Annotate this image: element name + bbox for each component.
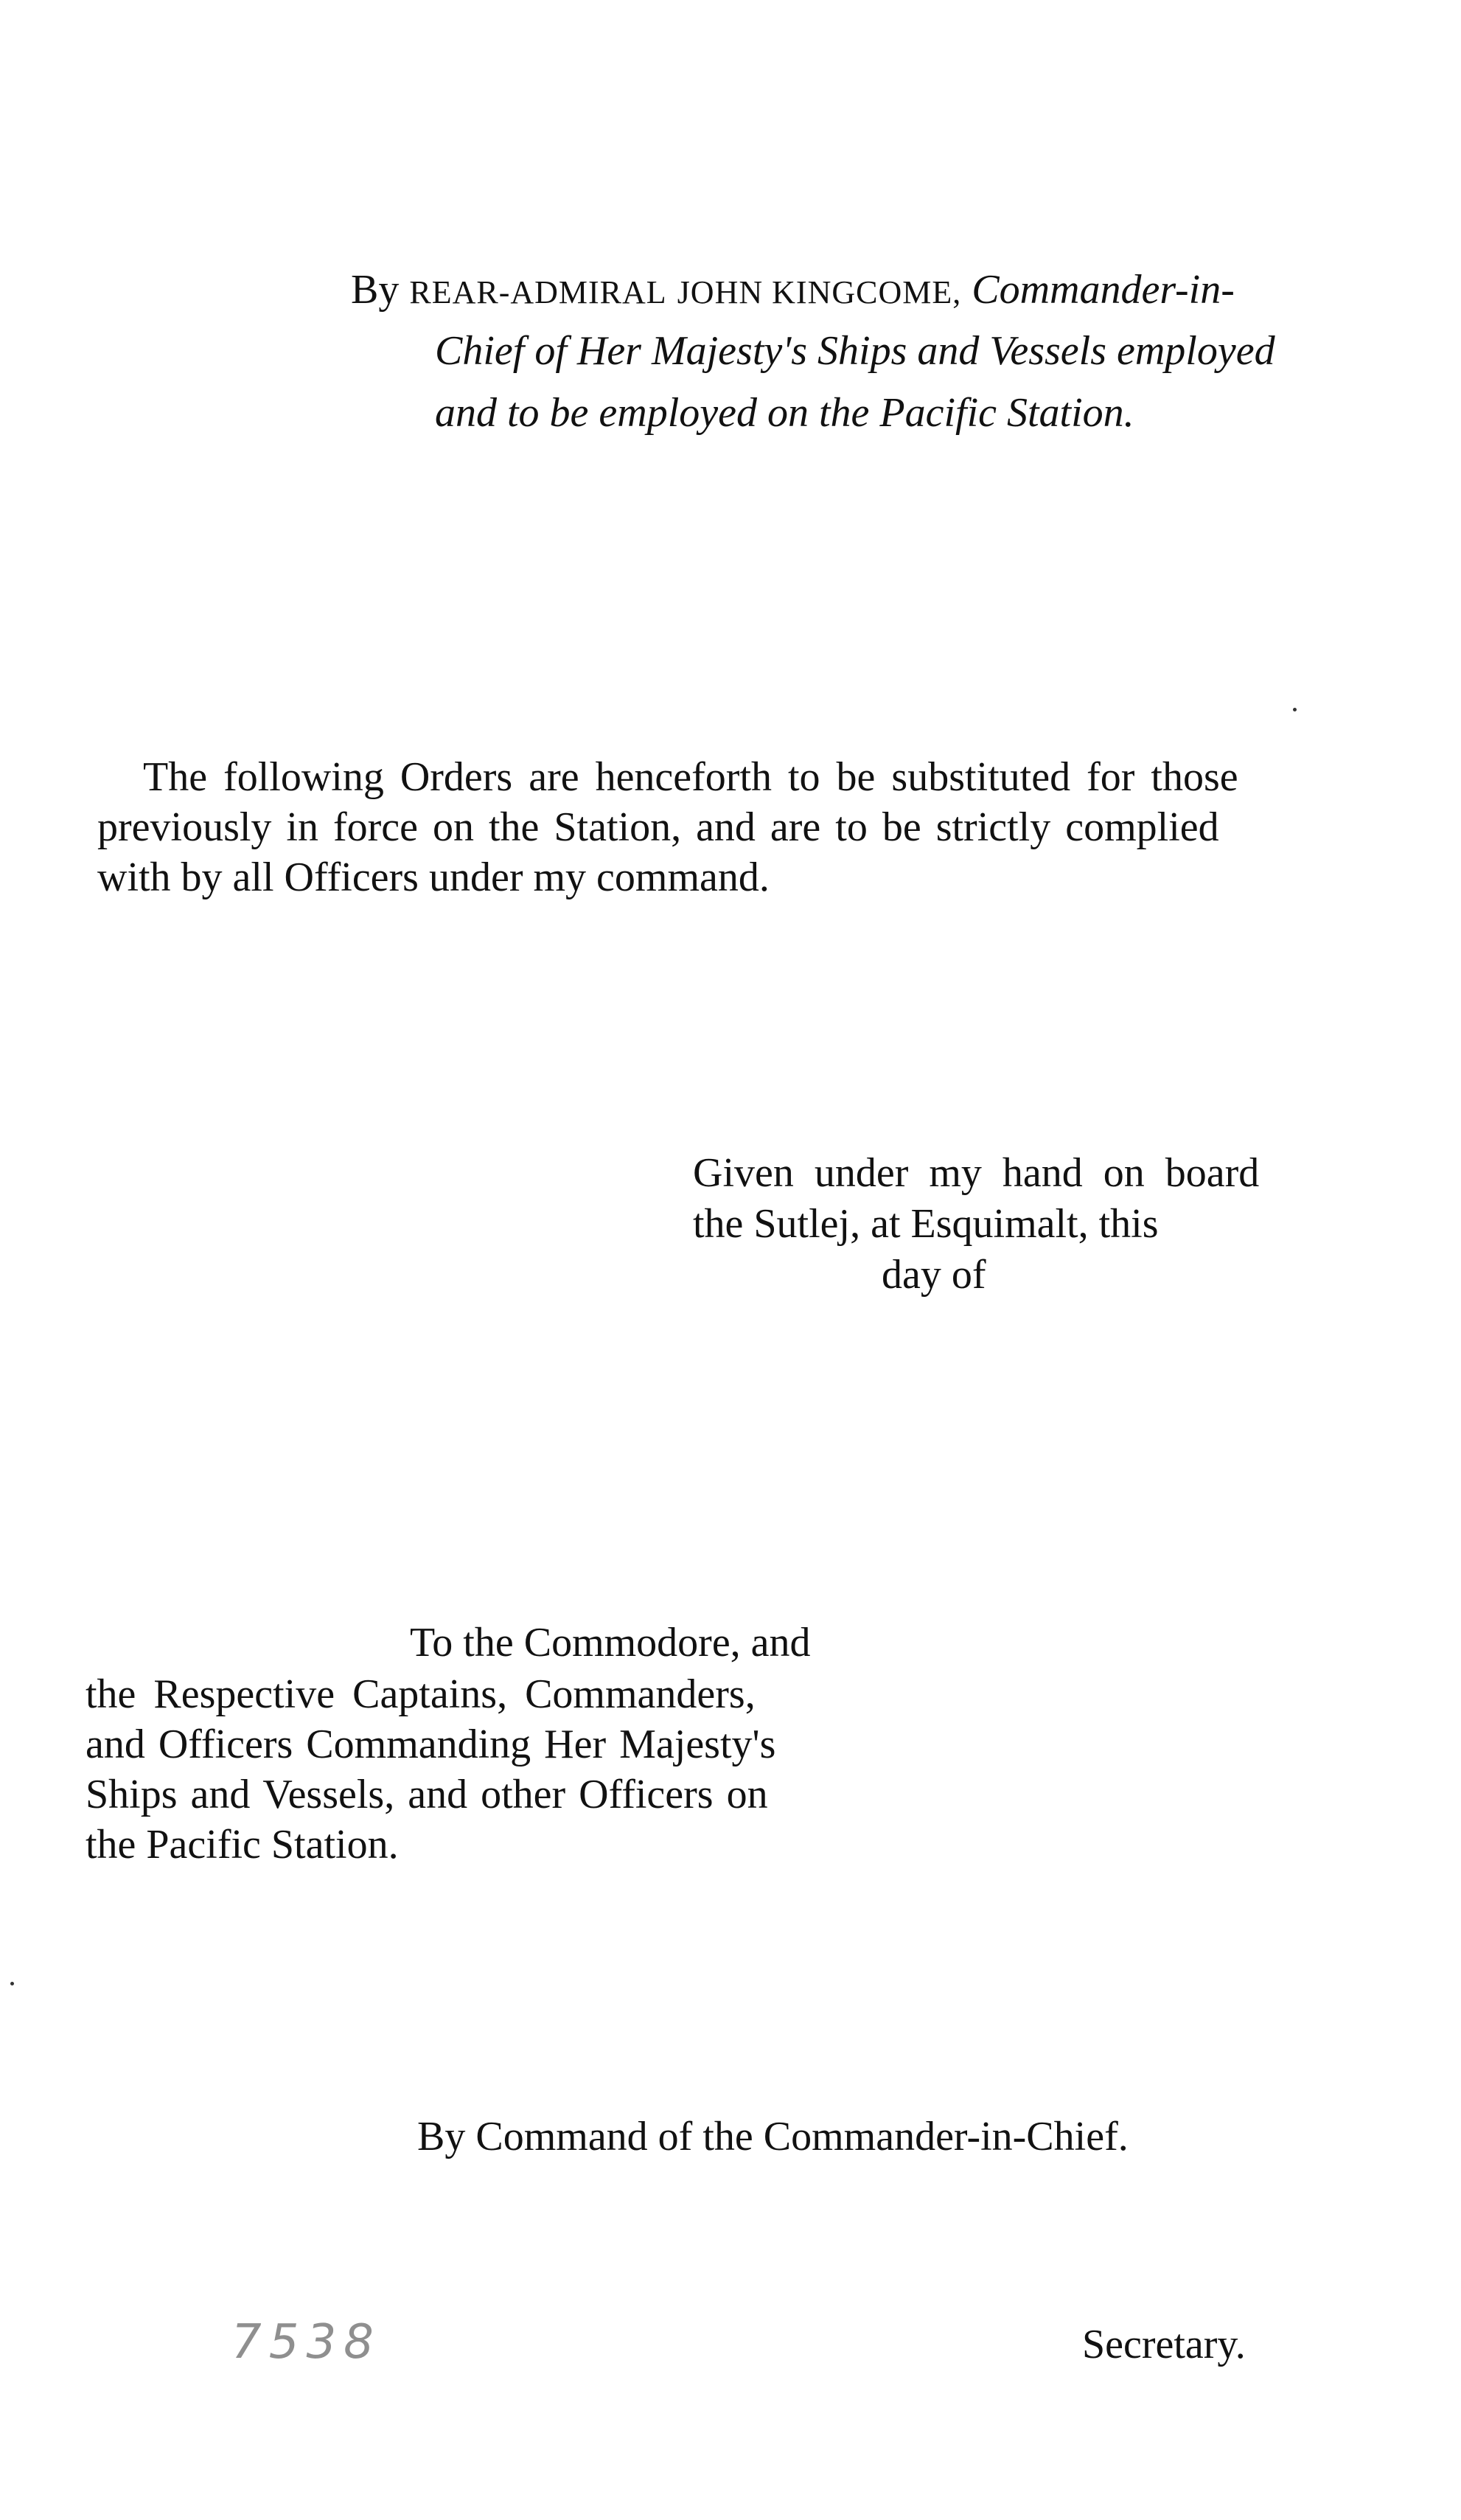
- command-line: By Command of the Commander-in-Chief.: [417, 2114, 1129, 2159]
- catalog-number-stamp: 7538: [231, 2315, 381, 2370]
- header-line-1: [351, 267, 1235, 313]
- header-line-3: and to be employed on the Pacific Station.: [435, 390, 1134, 436]
- addressee-line-1: To the Commodore, and: [410, 1620, 811, 1666]
- header-rank: REAR-ADMIRAL: [409, 274, 667, 310]
- paragraph-line-2: previously in force on the Station, and are to be strictly complied: [97, 804, 1219, 850]
- given-line-2: the Sutlej, at Esquimalt, this: [693, 1201, 1159, 1247]
- addressee-line-5: the Pacific Station.: [86, 1822, 399, 1868]
- header-title-1: Commander-in-: [972, 267, 1235, 313]
- addressee-line-2: the Respective Captains, Commanders,: [86, 1671, 756, 1717]
- scan-speck: [1293, 708, 1297, 711]
- paragraph-line-3: with by all Officers under my command.: [97, 854, 770, 900]
- given-line-3: day of: [882, 1252, 986, 1298]
- secretary-signature-line: Secretary.: [1082, 2322, 1246, 2367]
- header-name: JOHN KINGCOME,: [677, 274, 962, 310]
- header-by: By: [351, 267, 400, 313]
- paragraph-line-1: The following Orders are henceforth to be substituted for those: [143, 754, 1238, 800]
- addressee-line-4: Ships and Vessels, and other Officers on: [86, 1772, 768, 1817]
- header-line-2: Chief of Her Majesty's Ships and Vessels employed: [435, 328, 1275, 374]
- scan-speck: [10, 1982, 14, 1985]
- given-line-1: Given under my hand on board: [693, 1150, 1260, 1196]
- addressee-line-3: and Officers Commanding Her Majesty's: [86, 1722, 776, 1767]
